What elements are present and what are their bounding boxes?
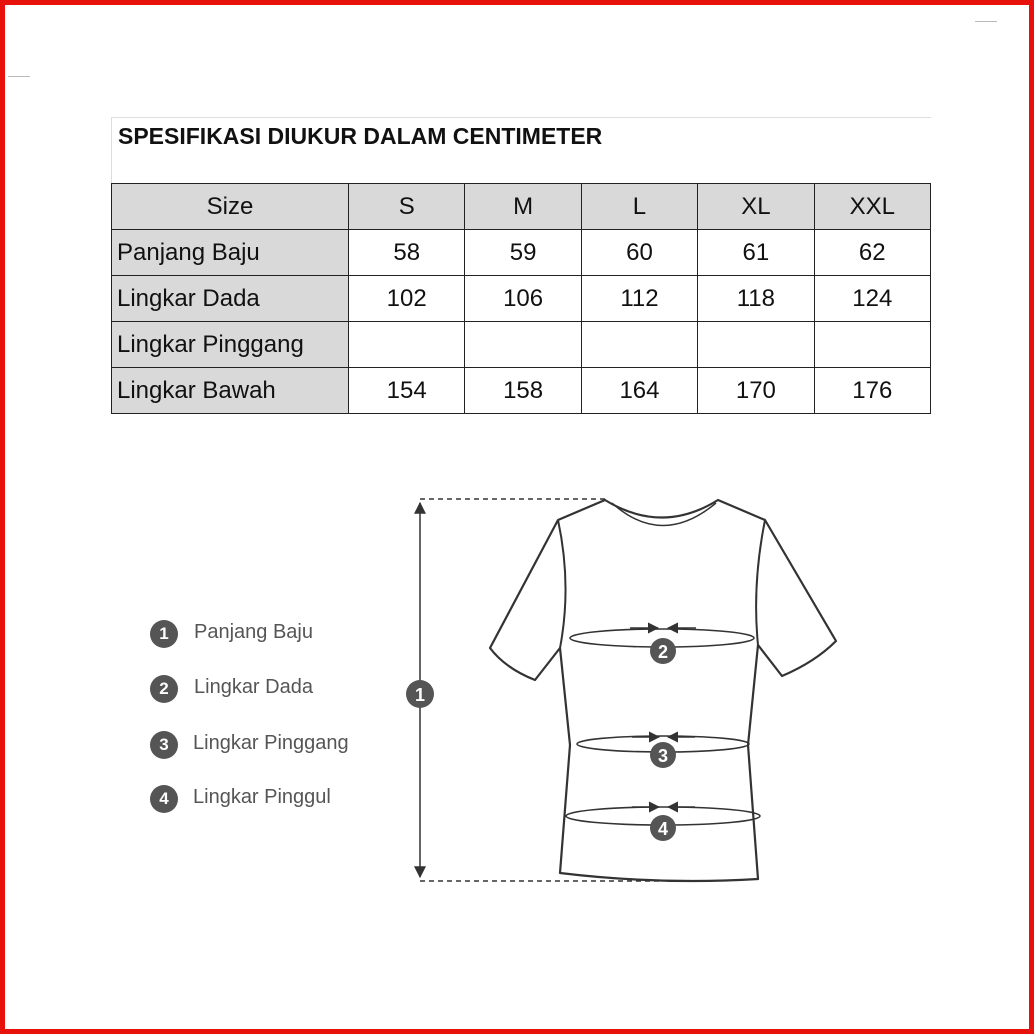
legend-label: Lingkar Pinggang [193,732,349,754]
marker-4-label: 4 [657,819,669,839]
header-cell-m: M [465,184,581,230]
table-cell: 59 [465,230,581,276]
table-cell: 164 [581,368,697,414]
marker-2-label: 2 [657,642,669,662]
table-cell: 176 [814,368,930,414]
spec-title: SPESIFIKASI DIUKUR DALAM CENTIMETER [111,117,931,183]
table-cell: 106 [465,276,581,322]
table-cell: 154 [349,368,465,414]
table-cell: 112 [581,276,697,322]
legend-number-badge: 3 [150,731,178,759]
marker-1-label: 1 [414,685,426,705]
header-cell-s: S [349,184,465,230]
row-label: Panjang Baju [112,230,349,276]
legend-number-badge: 1 [150,620,178,648]
legend-number-badge: 2 [150,675,178,703]
table-cell: 62 [814,230,930,276]
header-cell-xl: XL [698,184,814,230]
marker-2 [650,638,676,664]
table-cell: 102 [349,276,465,322]
row-label: Lingkar Pinggang [112,322,349,368]
header-cell-l: L [581,184,697,230]
table-cell: 170 [698,368,814,414]
header-cell-size: Size [112,184,349,230]
legend-label: Panjang Baju [194,621,313,643]
marker-3 [650,742,676,768]
legend-number-badge: 4 [150,785,178,813]
marker-4 [650,815,676,841]
marker-3-label: 3 [657,746,669,766]
legend-label: Lingkar Dada [194,676,313,698]
legend-label: Lingkar Pinggul [193,786,331,808]
table-cell: 124 [814,276,930,322]
table-cell: 60 [581,230,697,276]
table-cell: 61 [698,230,814,276]
row-label: Lingkar Dada [112,276,349,322]
table-cell: 158 [465,368,581,414]
table-cell: 118 [698,276,814,322]
table-cell: 58 [349,230,465,276]
row-label: Lingkar Bawah [112,368,349,414]
marker-1 [406,680,434,708]
header-cell-xxl: XXL [814,184,930,230]
